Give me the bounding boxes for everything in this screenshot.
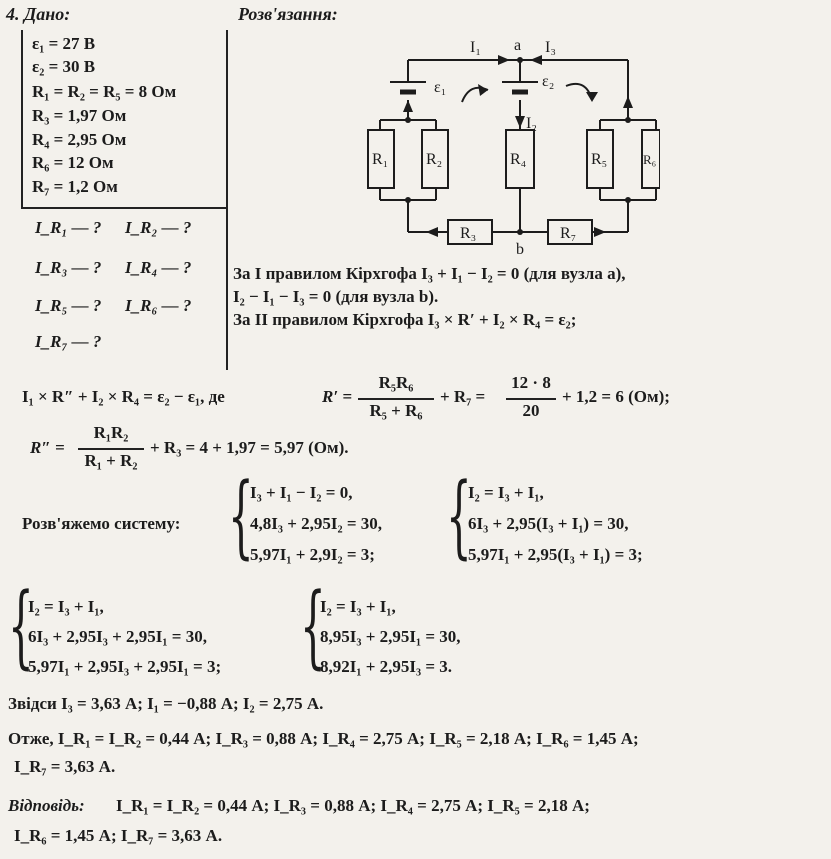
r-dprime-denominator: R₁ + R₂ xyxy=(84,451,138,470)
unknown-ir6: I_R₆ — ? xyxy=(125,296,192,315)
label-r6: R₆ xyxy=(643,152,657,167)
sys4-eq3: 8,92I₁ + 2,95I₃ = 3. xyxy=(320,657,453,676)
r-prime-denominator-2: 20 xyxy=(522,401,540,420)
results-thus-line1: Отже, I_R₁ = I_R₂ = 0,44 А; I_R₃ = 0,88 А; I_R₄ = 2,75 А; I_R₅ = 2,18 А; I_R₆ = 1,45 А; xyxy=(8,729,639,748)
label-r7: R₇ xyxy=(560,225,577,242)
r-dprime-lhs: R″ = xyxy=(30,438,65,457)
label-r4: R₄ xyxy=(510,151,527,168)
sys2-eq1: I₂ = I₃ + I₁, xyxy=(468,483,544,502)
given-separator xyxy=(21,207,227,209)
problem-number: 4. xyxy=(6,4,20,24)
sys3-eq3: 5,97I₁ + 2,95I₃ + 2,95I₁ = 3; xyxy=(28,657,222,676)
arrow-i3 xyxy=(530,55,542,65)
given-r3: R₃ = 1,97 Ом xyxy=(32,106,127,125)
arrow-left-up xyxy=(403,100,413,112)
answer-line2: I_R₆ = 1,45 А; I_R₇ = 3,63 А. xyxy=(14,826,223,845)
given-emf2: ε₂ = 30 В xyxy=(32,57,96,76)
r-prime-denominator: R₅ + R₆ xyxy=(369,401,423,420)
kirchhoff1-line1: За I правилом Кірхгофа I₃ + I₁ − I₂ = 0 (для вузла a), xyxy=(233,264,626,283)
r-prime-end: + 1,2 = 6 (Ом); xyxy=(562,387,670,406)
solution-heading: Розв'язання: xyxy=(238,4,338,24)
current-i1-label: I₁ xyxy=(470,39,481,56)
given-r7: R₇ = 1,2 Ом xyxy=(32,177,118,196)
solve-label: Розв'яжемо систему: xyxy=(22,514,181,533)
given-r4: R₄ = 2,95 Ом xyxy=(32,130,127,149)
answer-line1: I_R₁ = I_R₂ = 0,44 А; I_R₃ = 0,88 А; I_R₄ = 2,75 А; I_R₅ = 2,18 А; xyxy=(116,796,590,815)
given-r6: R₆ = 12 Ом xyxy=(32,153,114,172)
unknown-ir4: I_R₄ — ? xyxy=(125,258,192,277)
sys3-eq1: I₂ = I₃ + I₁, xyxy=(28,597,104,616)
loop1-equation: I₁ × R″ + I₂ × R₄ = ε₂ − ε₁, де xyxy=(22,387,225,406)
r-dprime-fraction-bar xyxy=(78,448,144,450)
answer-label: Відповідь: xyxy=(8,796,85,815)
given-heading: Дано: xyxy=(24,4,71,24)
unknown-ir3: I_R₃ — ? xyxy=(35,258,102,277)
unknown-ir5: I_R₅ — ? xyxy=(35,296,102,315)
unknown-ir2: I_R₂ — ? xyxy=(125,218,192,237)
brace-sys2: { xyxy=(446,464,472,569)
sys1-eq1: I₃ + I₁ − I₂ = 0, xyxy=(250,483,353,502)
r-prime-fraction-bar xyxy=(358,398,434,400)
r-prime-numerator-2: 12 · 8 xyxy=(511,373,551,392)
r-prime-numerator: R₅R₆ xyxy=(378,373,414,392)
sys2-eq3: 5,97I₁ + 2,95(I₃ + I₁) = 3; xyxy=(468,545,643,564)
kirchhoff1-line2: I₂ − I₁ − I₃ = 0 (для вузла b). xyxy=(233,287,439,306)
node-b-dot xyxy=(517,229,523,235)
results-hence: Звідси I₃ = 3,63 А; I₁ = −0,88 А; I₂ = 2,75 А. xyxy=(8,694,324,713)
arrow-r3 xyxy=(426,227,438,237)
current-i3-label: I₃ xyxy=(545,39,556,56)
r-dprime-end: + R₃ = 4 + 1,97 = 5,97 (Ом). xyxy=(150,438,349,457)
sys3-eq2: 6I₃ + 2,95I₃ + 2,95I₁ = 30, xyxy=(28,627,207,646)
r-dprime-numerator: R₁R₂ xyxy=(93,423,129,442)
loop-arrowhead-right xyxy=(586,92,598,102)
label-r5: R₅ xyxy=(591,151,608,168)
given-right-rule xyxy=(226,30,228,370)
given-emf1: ε₁ = 27 В xyxy=(32,34,96,53)
emf1-label: ε₁ xyxy=(434,79,447,96)
unknown-ir7: I_R₇ — ? xyxy=(35,332,102,351)
given-r125: R₁ = R₂ = R₅ = 8 Ом xyxy=(32,82,177,101)
sys4-eq1: I₂ = I₃ + I₁, xyxy=(320,597,396,616)
r-prime-fraction-bar-2 xyxy=(506,398,556,400)
current-i2-label: I₂ xyxy=(526,115,537,132)
node-a-dot xyxy=(517,57,523,63)
brace-sys1: { xyxy=(228,464,254,569)
node-a-label: a xyxy=(514,37,522,54)
brace-sys4: { xyxy=(300,574,326,679)
brace-sys3: { xyxy=(8,574,34,679)
label-r3: R₃ xyxy=(460,225,477,242)
sys4-eq2: 8,95I₃ + 2,95I₁ = 30, xyxy=(320,627,461,646)
circuit-diagram xyxy=(360,30,660,255)
sys1-eq3: 5,97I₁ + 2,9I₂ = 3; xyxy=(250,545,375,564)
given-left-rule xyxy=(21,30,23,208)
kirchhoff2-line: За II правилом Кірхгофа I₃ × R′ + I₂ × R₄ = ε₂; xyxy=(233,310,577,329)
results-thus-line2: I_R₇ = 3,63 А. xyxy=(14,757,116,776)
unknown-ir1: I_R₁ — ? xyxy=(35,218,102,237)
label-r2: R₂ xyxy=(426,151,443,168)
sys2-eq2: 6I₃ + 2,95(I₃ + I₁) = 30, xyxy=(468,514,629,533)
node-b-label: b xyxy=(516,241,524,255)
label-r1: R₁ xyxy=(372,151,389,168)
arrow-i1 xyxy=(498,55,510,65)
r-prime-lhs: R′ = xyxy=(322,387,353,406)
loop-arrowhead-left xyxy=(478,84,488,96)
arrow-i2 xyxy=(515,116,525,128)
r-prime-mid: + R₇ = xyxy=(440,387,486,406)
arrow-right-up xyxy=(623,96,633,108)
loop-arrow-right xyxy=(566,84,592,100)
sys1-eq2: 4,8I₃ + 2,95I₂ = 30, xyxy=(250,514,383,533)
emf2-label: ε₂ xyxy=(542,73,555,90)
arrow-r7 xyxy=(594,227,606,237)
problem-header xyxy=(6,4,70,25)
